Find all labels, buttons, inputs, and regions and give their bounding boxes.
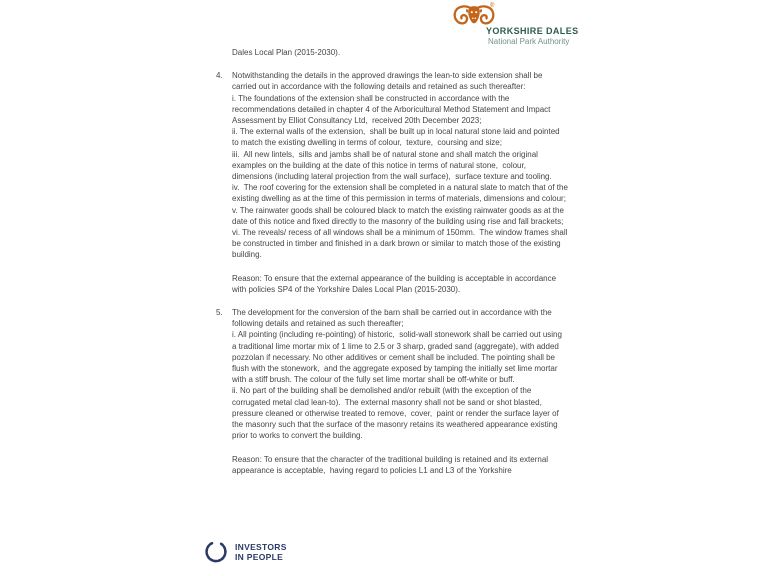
document-page — [216, 47, 571, 488]
condition-intro: Notwithstanding the details in the approved drawings the lean-to side extension shall be carried out in accordance with the following details and retained as such thereafter: — [232, 71, 545, 92]
condition-number: 5. — [216, 308, 223, 318]
yorkshire-dales-logo — [448, 2, 588, 48]
condition-number: 4. — [216, 71, 223, 81]
condition-5 — [216, 307, 568, 476]
condition-clause: ii. No part of the building shall be demolished and/or rebuilt (with the exception of the corrugated metal clad lean-to). The external masonry shall not be sand or shot blasted, pressure cleaned or otherwise treated to remove, cover, paint or render the surface layer of the masonry such that the surface of the masonry retains its weathered appearance existing prior to works to convert the building. — [232, 386, 562, 441]
condition-intro: The development for the conversion of the barn shall be carried out in accordance with the following details and retained as such thereafter; — [232, 308, 554, 329]
laurel-wreath-icon — [203, 539, 229, 565]
continuation-line: Dales Local Plan (2015-2030). — [232, 48, 341, 57]
org-subtitle: National Park Authority — [488, 37, 570, 46]
registered-trademark: ® — [490, 3, 495, 9]
condition-4 — [216, 70, 571, 295]
condition-clause: iv. The roof covering for the extension shall be completed in a natural slate to match that of the existing dwelling as at the time of this permission in terms of materials, dimensions and colour; — [232, 183, 571, 204]
condition-reason: Reason: To ensure that the character of the traditional building is retained and its external appearance is acceptable, having regard to policies L1 and L3 of the Yorkshire — [232, 454, 551, 475]
condition-clause: i. The foundations of the extension shall be constructed in accordance with the recommendations detailed in chapter 4 of the Arboricultural Method Statement and Impact Assessment by Elliot Consultancy Ltd, received 20th December 2023; — [232, 93, 553, 126]
condition-clause: i. All pointing (including re-pointing) of historic, solid-wall stonework shall be carried out using a traditional lime mortar mix of 1 lime to 2.5 or 3 sharp, graded sand (aggregate), with added pozzolan if necessary. No other additives or cement shall be included. The pointing shall be flush with the stonework, and the aggregate exposed by tamping the initially set lime mortar with a stiff brush. The colour of the fully set lime mortar shall be off-white or buff. — [232, 330, 565, 385]
condition-clause: v. The rainwater goods shall be coloured black to match the existing rainwater goods as at the date of this notice and fixed directly to the masonry of the building using rise and fall brackets; — [232, 205, 567, 226]
investors-in-people-logo — [203, 539, 287, 565]
iip-text — [235, 542, 287, 562]
condition-reason: Reason: To ensure that the external appearance of the building is acceptable in accordance with policies SP4 of the Yorkshire Dales Local Plan (2015-2030). — [232, 273, 559, 294]
org-name: YORKSHIRE DALES — [486, 26, 579, 36]
condition-clause: iii. All new lintels, sills and jambs shall be of natural stone and shall match the original examples on the building at the date of this notice in terms of natural stone, colour, dimensions (including lateral projection from the wall surface), surface texture and tooling. — [232, 149, 552, 182]
condition-clause: ii. The external walls of the extension, shall be built up in local natural stone laid and pointed to match the existing dwelling in terms of colour, texture, coursing and size; — [232, 127, 562, 148]
condition-clause: vi. The reveals/ recess of all windows shall be a minimum of 150mm. The window frames shall be constructed in timber and finished in a dark brown or similar to match those of the existing building. — [232, 228, 570, 260]
iip-line2: IN PEOPLE — [235, 552, 284, 562]
iip-line1: INVESTORS — [235, 542, 287, 552]
